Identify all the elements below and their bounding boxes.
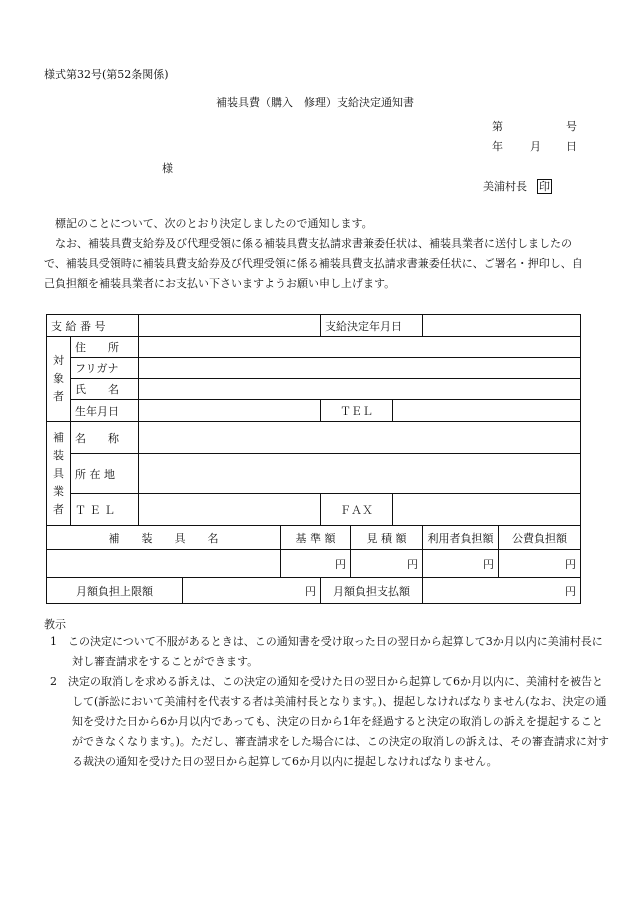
device-name-value[interactable] [47,550,281,578]
address-value[interactable] [139,337,581,358]
instruction-item-1: 1 この決定について不服があるときは、この通知書を受け取った日の翌日から起算して3か月以内に美浦村長に対し審査請求をすることができます。 [50,635,603,668]
standard-amount-value[interactable]: 円 [281,550,351,578]
date-year: 年 [492,140,503,153]
body-paragraph-1: 標記のことについて、次のとおり決定しましたので通知します。 [55,217,373,230]
furigana-value[interactable] [139,358,581,379]
issuer-name: 美浦村長 [483,180,527,193]
table-row [47,315,581,337]
estimate-amount-value[interactable]: 円 [351,550,423,578]
body-paragraph-2: なお、補装具費支給券及び代理受領に係る補装具費支払請求書兼委任状は、補装具業者に送付しましたので、補装具受領時に補装具費支給券及び代理受領に係る補装具費支払請求書兼委任状に、ご署名・押印し、自己負担額を補装具業者にお支払い下さいますようお願い申し上げます。 [44,237,583,290]
decision-table [46,314,581,604]
table-row [47,550,581,578]
number-prefix: 第 [492,120,503,133]
table-row [47,454,581,494]
vendor-name-value[interactable] [139,422,581,454]
vendor-tel-label: Ｔ Ｅ Ｌ [71,494,139,526]
name-label: 氏 名 [71,379,139,400]
estimate-amount-header: 見 積 額 [351,526,423,550]
decision-date-label: 支給決定年月日 [321,315,423,337]
user-burden-value[interactable]: 円 [423,550,499,578]
issuer [483,178,552,194]
seal-mark: 印 [539,180,550,193]
page-title: 補装具費（購入 修理）支給決定通知書 [216,96,414,109]
fax-value[interactable] [393,494,581,526]
birthdate-value[interactable] [139,400,321,422]
subject-group-label: 対 象 者 [47,337,71,422]
address-label: 住 所 [71,337,139,358]
decision-date-value[interactable] [423,315,581,337]
furigana-label: フリガナ [71,358,139,379]
form-label: 様式第32号(第52条関係) [44,68,169,81]
monthly-limit-value[interactable]: 円 [183,578,321,604]
table-row [47,358,581,379]
instruction-item-2: 2 決定の取消しを求める訴えは、この決定の通知を受けた日の翌日から起算して6か月以内に、美浦村を被告として(訴訟において美浦村を代表する者は美浦村長となります。)、提起しなければなりません(なお、決定の通知を受けた日から6か月以内であっても、決定の日から1年を経過すると決定の取消しの訴えを提起することができなくなります。)。ただし、審査請求をした場合には、この決定の取消しの訴えは、その審査請求に対する裁決の通知を受けた日の翌日から起算して6か月以内に提起しなければなりません。 [50,675,609,768]
number-suffix: 号 [566,120,577,133]
name-value[interactable] [139,379,581,400]
vendor-location-value[interactable] [139,454,581,494]
user-burden-header: 利用者負担額 [423,526,499,550]
table-row [47,400,581,422]
monthly-paid-value[interactable]: 円 [423,578,581,604]
vendor-group-label: 補 装 具 業 者 [47,422,71,526]
monthly-limit-label: 月額負担上限額 [47,578,183,604]
standard-amount-header: 基 準 額 [281,526,351,550]
vendor-tel-value[interactable] [139,494,321,526]
vendor-location-label: 所 在 地 [71,454,139,494]
instructions-heading: 教示 [44,618,66,631]
birthdate-label: 生年月日 [71,400,139,422]
monthly-paid-label: 月額負担支払額 [321,578,423,604]
table-row [47,422,581,454]
public-burden-value[interactable]: 円 [499,550,581,578]
table-row [47,337,581,358]
vendor-name-label: 名 称 [71,422,139,454]
tel-value[interactable] [393,400,581,422]
table-row [47,494,581,526]
date-day: 日 [566,140,577,153]
public-burden-header: 公費負担額 [499,526,581,550]
table-row [47,526,581,550]
payment-number-label: 支 給 番 号 [47,315,139,337]
tel-label: ＴＥＬ [321,400,393,422]
table-row [47,578,581,604]
device-name-header: 補 装 具 名 [47,526,281,550]
date-month: 月 [530,140,541,153]
table-row [47,379,581,400]
payment-number-value[interactable] [139,315,321,337]
fax-label: ＦＡＸ [321,494,393,526]
addressee: 様 [162,162,173,175]
